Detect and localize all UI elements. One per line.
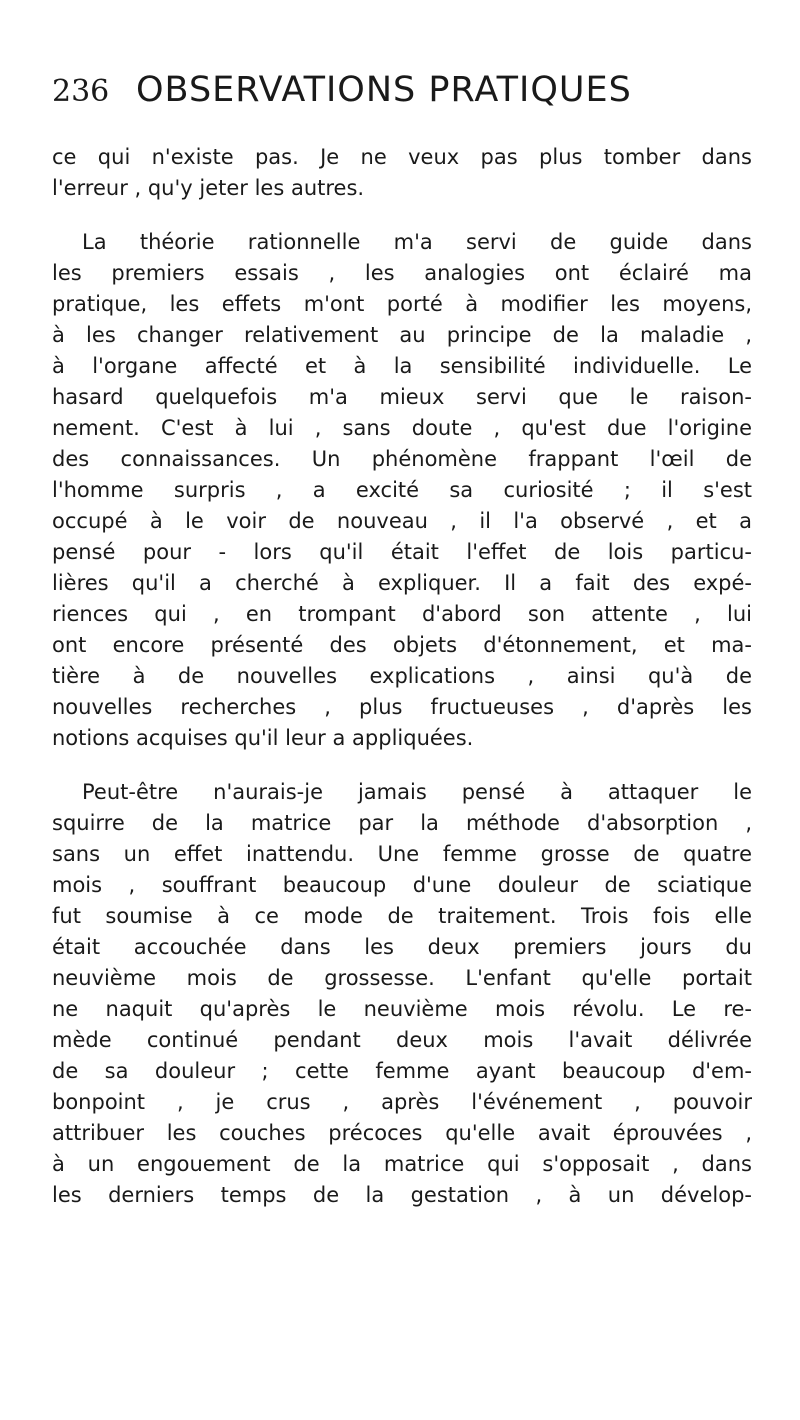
text-line: pensé pour - lors qu'il était l'effet de lois particu-	[52, 540, 752, 564]
paragraph-gap	[52, 754, 752, 777]
text-line: sans un effet inattendu. Une femme grosse de quatre	[52, 842, 752, 866]
text-line: squirre de la matrice par la méthode d'absorption ,	[52, 811, 752, 835]
text-line: était accouchée dans les deux premiers jours du	[52, 935, 752, 959]
text-line: ne naquit qu'après le neuvième mois révolu. Le re-	[52, 997, 752, 1021]
paragraph-2	[52, 227, 752, 754]
paragraph-1	[52, 142, 752, 204]
text-line: Peut-être n'aurais-je jamais pensé à attaquer le	[82, 780, 752, 804]
text-line: de sa douleur ; cette femme ayant beaucoup d'em-	[52, 1059, 752, 1083]
text-line: mède continué pendant deux mois l'avait délivrée	[52, 1028, 752, 1052]
paragraph-gap	[52, 204, 752, 227]
text-line: lières qu'il a cherché à expliquer. Il a fait des expé-	[52, 571, 752, 595]
book-page	[52, 70, 752, 1211]
text-line: nouvelles recherches , plus fructueuses , d'après les	[52, 695, 752, 719]
text-line: neuvième mois de grossesse. L'enfant qu'elle portait	[52, 966, 752, 990]
text-line: La théorie rationnelle m'a servi de guide dans	[82, 230, 752, 254]
text-line: à un engouement de la matrice qui s'opposait , dans	[52, 1152, 752, 1176]
text-line: attribuer les couches précoces qu'elle avait éprouvées ,	[52, 1121, 752, 1145]
text-line: à les changer relativement au principe de la maladie ,	[52, 323, 752, 347]
text-line: fut soumise à ce mode de traitement. Trois fois elle	[52, 904, 752, 928]
text-line: ce qui n'existe pas. Je ne veux pas plus tomber dans	[52, 145, 752, 169]
text-line: à l'organe affecté et à la sensibilité individuelle. Le	[52, 354, 752, 378]
running-title: OBSERVATIONS PRATIQUES	[136, 70, 632, 110]
text-line: riences qui , en trompant d'abord son attente , lui	[52, 602, 752, 626]
text-line: mois , souffrant beaucoup d'une douleur de sciatique	[52, 873, 752, 897]
text-line: tière à de nouvelles explications , ainsi qu'à de	[52, 664, 752, 688]
text-line: pratique, les effets m'ont porté à modifier les moyens,	[52, 292, 752, 316]
text-line: nement. C'est à lui , sans doute , qu'est due l'origine	[52, 416, 752, 440]
text-line: des connaissances. Un phénomène frappant l'œil de	[52, 447, 752, 471]
page-header	[52, 70, 752, 128]
text-line: les premiers essais , les analogies ont éclairé ma	[52, 261, 752, 285]
text-line: occupé à le voir de nouveau , il l'a observé , et a	[52, 509, 752, 533]
text-line: hasard quelquefois m'a mieux servi que le raison-	[52, 385, 752, 409]
paragraph-3	[52, 777, 752, 1211]
text-line: l'homme surpris , a excité sa curiosité ; il s'est	[52, 478, 752, 502]
text-line: notions acquises qu'il leur a appliquées.	[52, 726, 474, 750]
text-line: ont encore présenté des objets d'étonnement, et ma-	[52, 633, 752, 657]
text-line: les derniers temps de la gestation , à un dévelop-	[52, 1183, 752, 1207]
text-line: bonpoint , je crus , après l'événement , pouvoir	[52, 1090, 752, 1114]
page-number: 236	[52, 74, 110, 109]
text-line: l'erreur , qu'y jeter les autres.	[52, 176, 365, 200]
